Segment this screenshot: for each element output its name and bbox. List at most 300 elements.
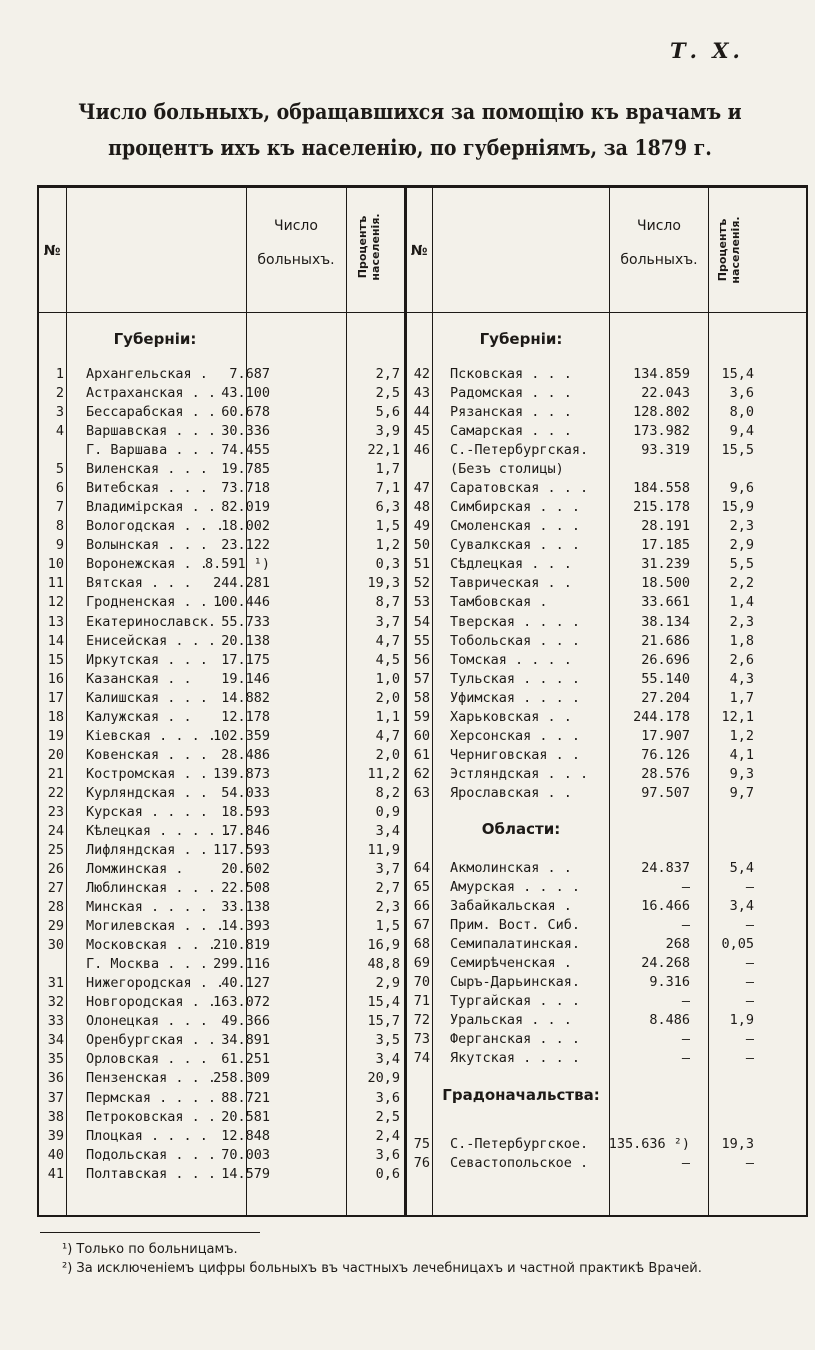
table-row — [0, 936, 815, 955]
row-name: Харьковская . . — [450, 708, 572, 725]
section-gubernii-right: Губерніи: — [479, 330, 563, 348]
row-name: Кѣлецкая . . . . . — [86, 822, 233, 839]
row-count: 16.466 — [641, 898, 690, 915]
row-number: 41 — [47, 1165, 64, 1182]
row-number: 25 — [47, 842, 64, 858]
row-number: 17 — [47, 689, 64, 706]
row-name: Семипалатинская. — [450, 936, 581, 953]
row-percent: 2,5 — [375, 385, 400, 402]
row-number: 53 — [413, 594, 430, 611]
row-percent: 2,4 — [375, 1127, 400, 1144]
table-row — [0, 652, 815, 671]
table-row — [0, 442, 815, 461]
row-count: 102.359 — [213, 727, 270, 744]
table-row — [0, 480, 815, 499]
row-percent: 1,5 — [375, 518, 400, 535]
row-name: Сувалкская . . . — [450, 537, 581, 554]
row-name: Казанская . . — [86, 670, 192, 687]
row-percent: 8,7 — [375, 594, 400, 611]
row-number: 57 — [413, 670, 430, 687]
row-number: 40 — [47, 1146, 64, 1163]
row-number: 1 — [55, 366, 64, 382]
row-percent: 0,6 — [375, 1165, 400, 1182]
row-percent: 4,1 — [729, 746, 754, 763]
row-name: Черниговская . . — [450, 746, 581, 763]
table-row — [0, 993, 815, 1012]
row-name: Таврическая . . — [450, 575, 572, 592]
row-percent: 4,7 — [375, 727, 400, 744]
table-row — [0, 385, 815, 404]
row-name: Астраханская . . — [86, 385, 217, 402]
section-gubernii-left: Губерніи: — [113, 330, 197, 348]
row-name: Тобольская . . . — [450, 632, 581, 649]
row-number: 9 — [55, 537, 64, 554]
row-percent: 8,0 — [729, 404, 754, 421]
row-count: 28.486 — [221, 746, 270, 763]
header-percent-right: Процентъ населенія. — [716, 216, 742, 284]
row-name: Олонецкая . . . — [86, 1013, 208, 1030]
table-row — [0, 1090, 815, 1109]
row-count: 31.239 — [641, 556, 690, 573]
row-number: 54 — [413, 613, 430, 630]
row-number: 27 — [47, 880, 64, 897]
row-name: Орловская . . . — [86, 1051, 208, 1068]
row-count: 22.043 — [641, 385, 690, 402]
row-number: 49 — [413, 518, 430, 535]
row-number: 11 — [47, 575, 64, 592]
row-name: Владимірская . . — [86, 499, 217, 516]
row-name: Гродненская . . . — [86, 594, 225, 611]
row-count: 88.721 — [221, 1089, 270, 1106]
row-name: С.-Петербургская. — [450, 442, 589, 459]
row-percent: 3,6 — [375, 1089, 400, 1106]
row-percent: 1,4 — [729, 594, 754, 611]
row-percent: 5,5 — [729, 556, 754, 573]
table-row — [0, 575, 815, 594]
row-number: 31 — [47, 975, 64, 992]
row-number: 6 — [55, 480, 64, 497]
row-name: Ковенская . . . — [86, 746, 208, 763]
table-row — [0, 747, 815, 766]
row-count: 74.455 — [221, 442, 270, 459]
footnote-1: ¹) Только по больницамъ. — [62, 1242, 238, 1257]
table-row — [0, 823, 815, 842]
row-count: 30.336 — [221, 423, 270, 440]
row-number: 50 — [413, 537, 430, 554]
row-name: Тургайская . . . — [450, 993, 581, 1010]
row-number: 74 — [413, 1050, 430, 1067]
row-number: 29 — [47, 918, 64, 935]
row-name: Курляндская . . — [86, 784, 208, 801]
row-percent: 2,3 — [375, 899, 400, 916]
row-percent: 9,7 — [729, 784, 754, 801]
header-count-line2: больныхъ. — [620, 252, 698, 268]
row-percent: — — [745, 917, 754, 934]
row-percent: 0,9 — [375, 803, 400, 820]
row-number: 26 — [47, 861, 64, 878]
row-count: 38.134 — [641, 613, 690, 630]
row-count: 27.204 — [641, 689, 690, 706]
row-percent: 2,9 — [375, 975, 400, 992]
row-name: Витебская . . . — [86, 480, 208, 497]
row-count: 76.126 — [641, 746, 690, 763]
section-gradonachalstva: Градоначальства: — [442, 1086, 600, 1104]
row-percent: — — [745, 879, 754, 896]
row-count: 70.003 — [221, 1146, 270, 1163]
row-name: Плоцкая . . . . — [86, 1127, 208, 1144]
row-number: 46 — [413, 442, 430, 459]
header-no-left: № — [43, 243, 61, 259]
row-name: Ломжинская . — [86, 861, 184, 878]
row-percent: 0,3 — [375, 556, 400, 573]
table-row — [0, 860, 815, 879]
row-count: 244.178 — [633, 708, 690, 725]
row-count: 28.576 — [641, 765, 690, 782]
row-number: 66 — [413, 898, 430, 915]
row-number: 28 — [47, 899, 64, 916]
row-percent: 19,3 — [721, 1136, 754, 1152]
row-count: — — [681, 1155, 690, 1172]
row-count: 55.733 — [221, 613, 270, 630]
row-count: 17.185 — [641, 537, 690, 554]
row-count: 128.802 — [633, 404, 690, 421]
row-count: 8.591 ¹) — [204, 556, 270, 573]
row-percent: 48,8 — [367, 956, 400, 973]
row-name: Забайкальская . — [450, 898, 572, 915]
table-row — [0, 614, 815, 633]
row-name: Сыръ-Дарьинская. — [450, 974, 581, 991]
row-number: 73 — [413, 1031, 430, 1048]
row-name: Псковская . . . — [450, 366, 572, 382]
row-number: 37 — [47, 1089, 64, 1106]
row-percent: 15,9 — [721, 499, 754, 516]
row-number: 64 — [413, 860, 430, 876]
row-number: 76 — [413, 1155, 430, 1172]
row-name: Акмолинская . . — [450, 860, 572, 876]
row-percent: 15,5 — [721, 442, 754, 459]
row-name: Бессарабская . . — [86, 404, 217, 421]
row-count: 17.846 — [221, 822, 270, 839]
row-percent: 22,1 — [367, 442, 400, 459]
row-name: Саратовская . . . — [450, 480, 589, 497]
row-count: 18.593 — [221, 803, 270, 820]
row-percent: 20,9 — [367, 1070, 400, 1087]
row-name: Ферганская . . . — [450, 1031, 581, 1048]
row-percent: 3,4 — [729, 898, 754, 915]
table-row — [0, 898, 815, 917]
row-number: 32 — [47, 994, 64, 1011]
title-line-2: процентъ ихъ къ населенію, по губерніямъ, за 1879 г. — [108, 135, 712, 160]
row-count: 73.718 — [221, 480, 270, 497]
row-number: 56 — [413, 651, 430, 668]
row-percent: — — [745, 955, 754, 972]
row-number: 33 — [47, 1013, 64, 1030]
row-count: 19.146 — [221, 670, 270, 687]
row-percent: 8,2 — [375, 784, 400, 801]
row-name: Екатеринославск. — [86, 613, 217, 630]
row-count: 21.686 — [641, 632, 690, 649]
row-number: 70 — [413, 974, 430, 991]
row-name: Радомская . . . — [450, 385, 572, 402]
row-number: 58 — [413, 689, 430, 706]
row-name: Томская . . . . — [450, 651, 572, 668]
row-count: 40.127 — [221, 975, 270, 992]
header-count-right — [611, 218, 707, 268]
row-percent: 3,7 — [375, 861, 400, 878]
row-name: Курская . . . . — [86, 803, 208, 820]
row-count: 23.122 — [221, 537, 270, 554]
row-number: 39 — [47, 1127, 64, 1144]
row-name: Симбирская . . . — [450, 499, 581, 516]
row-number: 23 — [47, 803, 64, 820]
row-count: 24.268 — [641, 955, 690, 972]
row-number: 10 — [47, 556, 64, 573]
page-title — [68, 94, 752, 166]
table-row — [0, 766, 815, 785]
row-count: 215.178 — [633, 499, 690, 516]
row-number: 42 — [413, 366, 430, 382]
title-line-1: Число больныхъ, обращавшихся за помощію къ врачамъ и — [78, 99, 742, 124]
row-count: 22.508 — [221, 880, 270, 897]
row-name: Тверская . . . . — [450, 613, 581, 630]
row-number: 63 — [413, 784, 430, 801]
row-percent: 6,3 — [375, 499, 400, 516]
row-number: 30 — [47, 937, 64, 954]
table-row — [0, 499, 815, 518]
table-row — [0, 955, 815, 974]
row-count: 33.661 — [641, 594, 690, 611]
row-name: Пермская . . . . — [86, 1089, 217, 1106]
row-percent: 4,7 — [375, 632, 400, 649]
footnote-rule — [40, 1232, 260, 1233]
row-percent: 3,6 — [729, 385, 754, 402]
table-row — [0, 518, 815, 537]
row-count: 9.316 — [649, 974, 690, 991]
row-count: 244.281 — [213, 575, 270, 592]
row-count: 14.579 — [221, 1165, 270, 1182]
row-percent: 2,9 — [729, 537, 754, 554]
row-percent: 7,1 — [375, 480, 400, 497]
row-number: 8 — [55, 518, 64, 535]
row-number: 21 — [47, 765, 64, 782]
row-count: 54.033 — [221, 784, 270, 801]
row-number: 13 — [47, 613, 64, 630]
table-row — [0, 594, 815, 613]
row-count: 93.319 — [641, 442, 690, 459]
row-count: — — [681, 1031, 690, 1048]
row-count: 14.882 — [221, 689, 270, 706]
page-number: Т. X. — [670, 38, 744, 63]
row-number: 48 — [413, 499, 430, 516]
row-count: 135.636 ²) — [608, 1136, 690, 1152]
row-count: 268 — [665, 936, 690, 953]
row-percent: 4,3 — [729, 670, 754, 687]
footnotes — [62, 1240, 782, 1278]
row-name: Ярославская . . — [450, 784, 572, 801]
row-name: Новгородская . . — [86, 994, 217, 1011]
table-row — [0, 1136, 815, 1155]
row-percent: 11,9 — [367, 842, 400, 858]
row-number: 34 — [47, 1032, 64, 1049]
row-name: Г. Москва . . . — [86, 956, 208, 973]
row-percent: 15,7 — [367, 1013, 400, 1030]
table-bottom-rule — [37, 1215, 808, 1217]
row-count: 12.848 — [221, 1127, 270, 1144]
row-count: 49.366 — [221, 1013, 270, 1030]
row-number: 36 — [47, 1070, 64, 1087]
row-number: 47 — [413, 480, 430, 497]
row-count: — — [681, 917, 690, 934]
row-percent: 2,3 — [729, 613, 754, 630]
section-oblasti: Области: — [481, 820, 561, 838]
row-number: 7 — [55, 499, 64, 516]
row-number: 24 — [47, 822, 64, 839]
row-name: Могилевская . . . — [86, 918, 225, 935]
row-number: 14 — [47, 632, 64, 649]
row-number: 52 — [413, 575, 430, 592]
row-percent: 0,05 — [721, 936, 754, 953]
table-row — [0, 1070, 815, 1089]
row-name: Полтавская . . . — [86, 1165, 217, 1182]
row-name: Иркутская . . . — [86, 651, 208, 668]
row-percent: 16,9 — [367, 937, 400, 954]
row-count: 100.446 — [213, 594, 270, 611]
row-percent: — — [745, 1031, 754, 1048]
row-name: С.-Петербургское. — [450, 1136, 589, 1152]
row-number: 45 — [413, 423, 430, 440]
row-count: — — [681, 879, 690, 896]
table-row — [0, 1155, 815, 1174]
row-percent: 3,4 — [375, 822, 400, 839]
header-count-line2: больныхъ. — [257, 252, 335, 268]
row-percent: 1,0 — [375, 670, 400, 687]
footnote-2: ²) За исключеніемъ цифры больныхъ въ частныхъ лечебницахъ и частной практикѣ Врачей. — [62, 1261, 702, 1276]
row-name: Оренбургская . . — [86, 1032, 217, 1049]
row-name: Якутская . . . . — [450, 1050, 581, 1067]
row-count: 20.138 — [221, 632, 270, 649]
row-name: Уфимская . . . . — [450, 689, 581, 706]
row-number: 75 — [413, 1136, 430, 1152]
row-name: Амурская . . . . — [450, 879, 581, 896]
row-number: 38 — [47, 1108, 64, 1125]
row-percent: — — [745, 993, 754, 1010]
table-row — [0, 1109, 815, 1128]
row-count: 117.593 — [213, 842, 270, 858]
header-percent-left: Процентъ населенія. — [356, 213, 382, 281]
row-number: 19 — [47, 727, 64, 744]
header-rule — [37, 312, 808, 313]
row-count: — — [681, 993, 690, 1010]
row-number: 59 — [413, 708, 430, 725]
row-percent: 15,4 — [721, 366, 754, 382]
row-count: 134.859 — [633, 366, 690, 382]
row-count: 258.309 — [213, 1070, 270, 1087]
table-row — [0, 366, 815, 385]
table-row — [0, 1050, 815, 1069]
table-row — [0, 709, 815, 728]
row-percent: — — [745, 1155, 754, 1172]
row-percent: 2,7 — [375, 366, 400, 382]
row-name: Семирѣченская . — [450, 955, 572, 972]
row-number: 5 — [55, 461, 64, 478]
row-name: Петроковская . . — [86, 1108, 217, 1125]
row-number: 3 — [55, 404, 64, 421]
table-row — [0, 728, 815, 747]
row-percent: 2,2 — [729, 575, 754, 592]
row-percent: 19,3 — [367, 575, 400, 592]
row-name: Вологодская . . . — [86, 518, 225, 535]
row-percent: 1,5 — [375, 918, 400, 935]
table-row — [0, 671, 815, 690]
row-number: 43 — [413, 385, 430, 402]
table-row — [0, 1012, 815, 1031]
row-percent: 1,7 — [729, 689, 754, 706]
row-name: Архангельская . — [86, 366, 208, 382]
row-count: 184.558 — [633, 480, 690, 497]
row-count: 20.602 — [221, 861, 270, 878]
row-name: Енисейская . . . — [86, 632, 217, 649]
row-number: 35 — [47, 1051, 64, 1068]
row-number: 61 — [413, 746, 430, 763]
row-number: 18 — [47, 708, 64, 725]
row-number: 2 — [55, 385, 64, 402]
row-percent: 2,0 — [375, 746, 400, 763]
row-name: Нижегородская . . — [86, 975, 225, 992]
table-row — [0, 404, 815, 423]
row-count: 19.785 — [221, 461, 270, 478]
row-number: 67 — [413, 917, 430, 934]
row-count: 20.581 — [221, 1108, 270, 1125]
row-percent: 9,3 — [729, 765, 754, 782]
row-name: Г. Варшава . . . — [86, 442, 217, 459]
row-count: 24.837 — [641, 860, 690, 876]
row-name: Калишская . . . — [86, 689, 208, 706]
row-count: 34.891 — [221, 1032, 270, 1049]
row-name: Люблинская . . . — [86, 880, 217, 897]
header-count-line1: Число — [274, 218, 318, 234]
table-row — [0, 423, 815, 442]
row-count: 210.819 — [213, 937, 270, 954]
row-percent: 5,6 — [375, 404, 400, 421]
row-percent: 2,5 — [375, 1108, 400, 1125]
table-row — [0, 842, 815, 861]
row-count: 18.500 — [641, 575, 690, 592]
row-percent: 1,7 — [375, 461, 400, 478]
row-name: Волынская . . . — [86, 537, 208, 554]
row-percent: 15,4 — [367, 994, 400, 1011]
row-name: Тамбовская . — [450, 594, 548, 611]
row-percent: 2,3 — [729, 518, 754, 535]
row-name: Воронежская . . — [86, 556, 208, 573]
row-percent: 3,5 — [375, 1032, 400, 1049]
row-percent: 9,4 — [729, 423, 754, 440]
row-count: 299.116 — [213, 956, 270, 973]
row-count: 43.100 — [221, 385, 270, 402]
row-name: Прим. Вост. Сиб. — [450, 917, 581, 934]
row-name: Эстляндская . . . — [450, 765, 589, 782]
row-count: 61.251 — [221, 1051, 270, 1068]
row-percent: 12,1 — [721, 708, 754, 725]
row-percent: 1,1 — [375, 708, 400, 725]
row-number: 65 — [413, 879, 430, 896]
row-count: 8.486 — [649, 1012, 690, 1029]
row-number: 22 — [47, 784, 64, 801]
header-count-line1: Число — [637, 218, 681, 234]
row-count: 17.907 — [641, 727, 690, 744]
row-name: Лифляндская . . — [86, 842, 208, 858]
row-name: Варшавская . . . — [86, 423, 217, 440]
row-count: 163.072 — [213, 994, 270, 1011]
